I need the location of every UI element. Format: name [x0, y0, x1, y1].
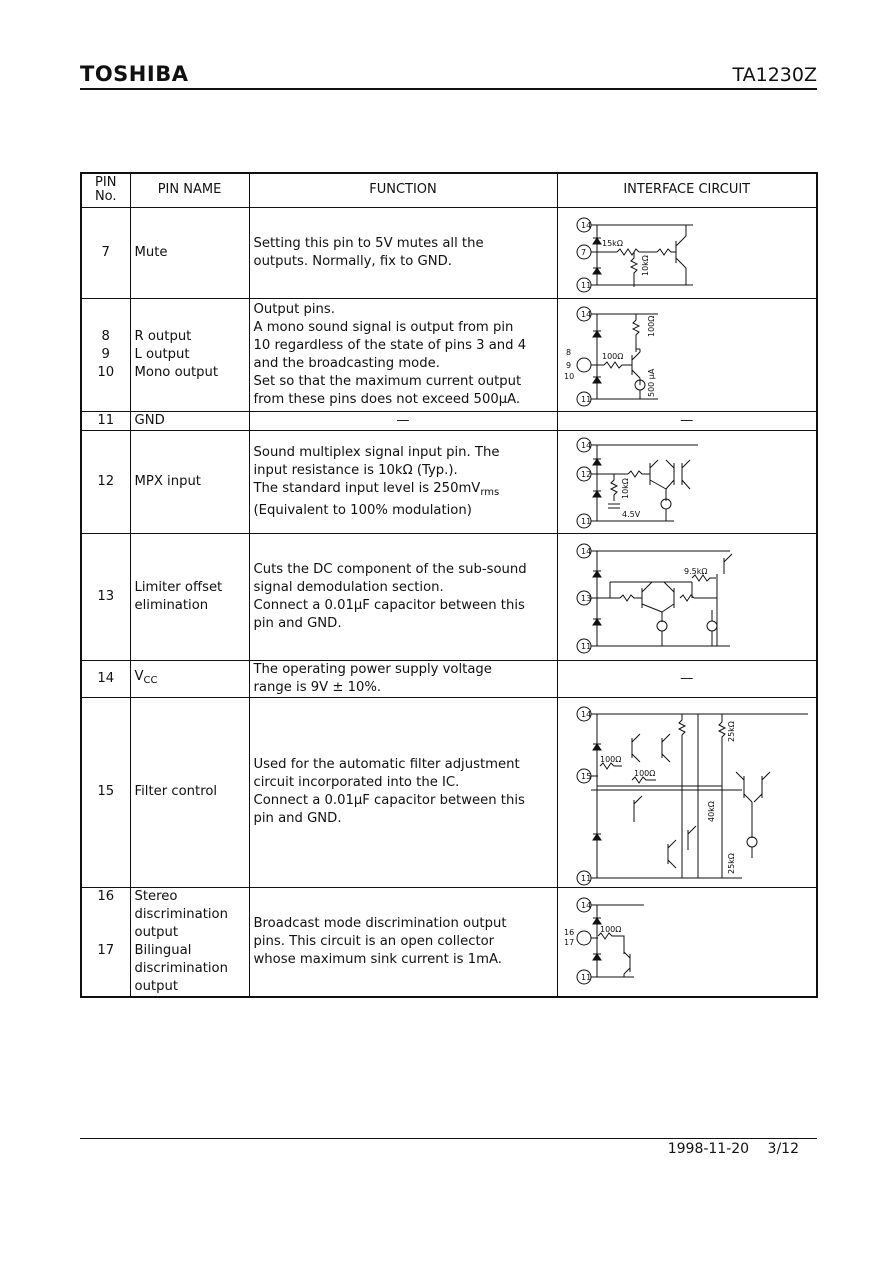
circuit-diagram-pin13	[562, 534, 820, 660]
pin-function: —	[249, 411, 557, 430]
interface-circuit	[557, 207, 817, 298]
circuit-diagram-pin15	[562, 698, 820, 886]
svg-text:14: 14	[580, 900, 591, 910]
table-header-row	[81, 173, 817, 207]
svg-text:12: 12	[580, 469, 591, 479]
brand-logo: TOSHIBA	[80, 62, 189, 86]
header-pin-no: PIN No.	[81, 173, 130, 207]
pin-name: $V_{CC}$	[130, 660, 249, 697]
table-row	[81, 207, 817, 298]
svg-text:100Ω: 100Ω	[646, 315, 656, 337]
svg-text:4.5V: 4.5V	[621, 509, 640, 519]
part-number: TA1230Z	[732, 64, 817, 86]
pin-number: 11	[81, 411, 130, 430]
svg-text:9: 9	[565, 360, 571, 370]
svg-text:14: 14	[580, 309, 591, 319]
svg-text:14: 14	[580, 220, 591, 230]
pin-function: Used for the automatic filter adjustment circuit incorporated into the IC. Connect a 0.01μF capacitor between this pin and GND.	[249, 697, 557, 887]
svg-text:10kΩ: 10kΩ	[620, 477, 630, 499]
svg-text:15: 15	[580, 772, 591, 781]
header-interface: INTERFACE CIRCUIT	[557, 173, 817, 207]
table-row	[81, 660, 817, 697]
interface-circuit: —	[557, 660, 817, 697]
pin-function: Output pins. A mono sound signal is output from pin 10 regardless of the state of pins 3 and 4 and the broadcasting mode. Set so that the maximum current output from these pins does not exceed 500μA.	[249, 298, 557, 411]
svg-text:11: 11	[580, 394, 591, 404]
pin-number: 14	[81, 660, 130, 697]
svg-text:15kΩ: 15kΩ	[601, 238, 623, 248]
header-pin-name: PIN NAME	[130, 173, 249, 207]
page-footer	[654, 1141, 799, 1157]
svg-text:11: 11	[580, 972, 591, 982]
svg-text:10: 10	[563, 371, 574, 381]
svg-text:100Ω: 100Ω	[633, 769, 655, 778]
svg-text:100Ω: 100Ω	[601, 351, 623, 361]
footer-date: 1998-11-20	[667, 1141, 750, 1157]
svg-text:10kΩ: 10kΩ	[640, 254, 650, 276]
pin-name: MPX input	[130, 430, 249, 533]
pin-number: 7	[81, 207, 130, 298]
pin-function: Cuts the DC component of the sub-sound signal demodulation section. Connect a 0.01μF capacitor between this pin and GND.	[249, 533, 557, 660]
pin-number: 8 9 10	[81, 298, 130, 411]
pin-number: 15	[81, 697, 130, 887]
pin-table	[80, 172, 818, 998]
pin-name: Filter control	[130, 697, 249, 887]
circuit-diagram-pin12	[562, 431, 820, 533]
header-rule	[80, 88, 817, 90]
pin-name: GND	[130, 411, 249, 430]
interface-circuit	[557, 298, 817, 411]
interface-circuit	[557, 887, 817, 997]
page-number: 3/12	[767, 1141, 799, 1157]
interface-circuit	[557, 533, 817, 660]
svg-text:100Ω: 100Ω	[599, 924, 621, 934]
footer-rule	[80, 1138, 817, 1139]
svg-text:13: 13	[580, 593, 591, 603]
svg-text:17: 17	[563, 937, 574, 947]
table-row	[81, 430, 817, 533]
circuit-diagram-pin8-10	[562, 299, 820, 411]
table-row	[81, 697, 817, 887]
svg-text:25kΩ: 25kΩ	[726, 721, 736, 742]
svg-text:14: 14	[580, 546, 591, 556]
svg-text:7: 7	[580, 247, 586, 257]
svg-text:500 μA: 500 μA	[646, 368, 656, 397]
svg-text:16: 16	[563, 927, 574, 937]
table-row	[81, 411, 817, 430]
pin-name: R output L output Mono output	[130, 298, 249, 411]
pin-name: Mute	[130, 207, 249, 298]
pin-function: Sound multiplex signal input pin. The input resistance is 10kΩ (Typ.). The standard input level is $250mV_{rms}$ (Equivalent to 100% modulation)	[249, 430, 557, 533]
interface-circuit	[557, 430, 817, 533]
header-function: FUNCTION	[249, 173, 557, 207]
pin-function: Broadcast mode discrimination output pins. This circuit is an open collector whose maximum sink current is 1mA.	[249, 887, 557, 997]
interface-circuit	[557, 697, 817, 887]
svg-text:40kΩ: 40kΩ	[706, 801, 716, 822]
svg-text:9.5kΩ: 9.5kΩ	[683, 566, 707, 576]
table-row	[81, 533, 817, 660]
svg-text:100Ω: 100Ω	[599, 755, 621, 764]
interface-circuit: —	[557, 411, 817, 430]
svg-text:11: 11	[580, 280, 591, 290]
pin-number: 12	[81, 430, 130, 533]
pin-function: The operating power supply voltage range is 9V ± 10%.	[249, 660, 557, 697]
circuit-diagram-pin7	[562, 208, 820, 298]
pin-function: Setting this pin to 5V mutes all the outputs. Normally, fix to GND.	[249, 207, 557, 298]
svg-text:11: 11	[580, 516, 591, 526]
svg-text:14: 14	[580, 440, 591, 450]
table-row	[81, 298, 817, 411]
pin-number: 16 17	[81, 887, 130, 997]
svg-text:25kΩ: 25kΩ	[726, 853, 736, 874]
pin-number: 13	[81, 533, 130, 660]
svg-text:8: 8	[565, 347, 571, 357]
svg-text:14: 14	[580, 710, 591, 719]
svg-text:11: 11	[580, 641, 591, 651]
table-row	[81, 887, 817, 997]
pin-name: Stereo discrimination output Bilingual discrimination output	[130, 887, 249, 997]
svg-text:11: 11	[580, 874, 591, 883]
circuit-diagram-pin16-17	[562, 888, 820, 996]
pin-name: Limiter offset elimination	[130, 533, 249, 660]
